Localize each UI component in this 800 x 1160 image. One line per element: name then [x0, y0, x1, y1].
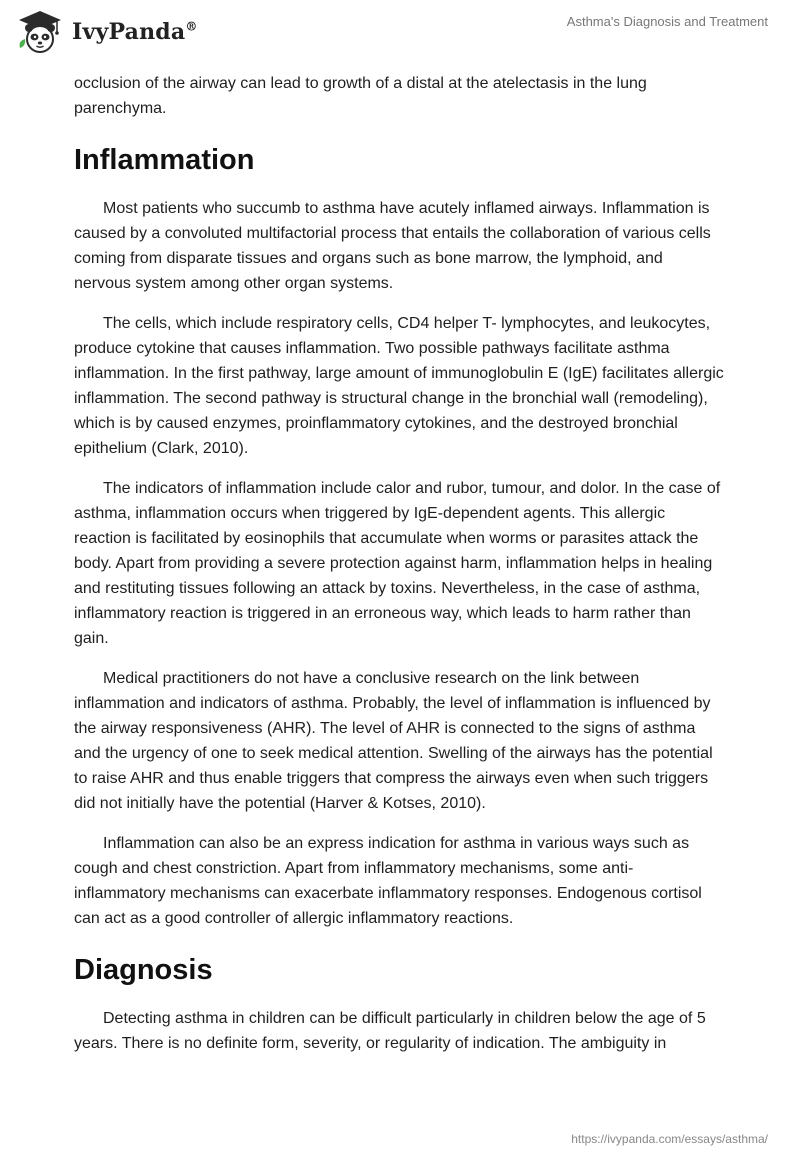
document-title: Asthma's Diagnosis and Treatment [566, 14, 768, 29]
source-url[interactable]: https://ivypanda.com/essays/asthma/ [571, 1132, 768, 1146]
paragraph: Inflammation can also be an express indication for asthma in various ways such as cough and chest constriction. Apart from inflammatory mechanisms, some anti-inflammatory mechanisms can exacerbate inflammatory responses. Endogenous cortisol can act as a good controller of allergic inflammatory reactions. [74, 835, 702, 927]
paragraph: The indicators of inflammation include calor and rubor, tumour, and dolor. In the case of asthma, inflammation occurs when triggered by IgE-dependent agents. This allergic reaction is facilitated by eosinophils that accumulate when worms or parasites attack the body. Apart from providing a severe protection against harm, inflammation helps in healing and restituting tissues following an attack by toxins. Nevertheless, in the case of asthma, inflammatory reaction is triggered in an erroneous way, which leads to harm rather than gain. [74, 480, 721, 647]
paragraph: Detecting asthma in children can be difficult particularly in children below the age of 5 years. There is no definite form, severity, or regularity of indication. The ambiguity in [74, 1010, 706, 1052]
paragraph: Most patients who succumb to asthma have acutely inflamed airways. Inflammation is caused by a convoluted multifactorial process that entails the collaboration of various cells coming from disparate tissues and organs such as bone marrow, the lymphoid, and nervous system among other organ systems. [74, 200, 711, 292]
registered-mark: ® [185, 19, 198, 34]
intro-paragraph: occlusion of the airway can lead to growth of a distal at the atelectasis in the lung parenchyma. [74, 75, 647, 117]
page-header [0, 0, 800, 70]
brand-logo[interactable] [16, 8, 198, 56]
panda-graduate-icon [16, 8, 64, 56]
section-heading-inflammation: Inflammation [74, 144, 255, 176]
paragraph: Medical practitioners do not have a conclusive research on the link between inflammation and indicators of asthma. Probably, the level of inflammation is influenced by the airway responsiveness (AHR). The level of AHR is connected to the signs of asthma and the urgency of one to seek medical attention. Swelling of the airways has the potential to raise AHR and thus enable triggers that compress the airways even when such triggers did not initially have the potential (Harver & Kotses, 2010). [74, 670, 713, 812]
section-heading-diagnosis: Diagnosis [74, 954, 213, 986]
essay-body [74, 71, 724, 1056]
paragraph: The cells, which include respiratory cells, CD4 helper T- lymphocytes, and leukocytes, produce cytokine that causes inflammation. Two possible pathways facilitate asthma inflammation. In the first pathway, large amount of immunoglobulin E (IgE) facilitates allergic inflammation. The second pathway is structural change in the bronchial wall (remodeling), which is by caused enzymes, proinflammatory cytokines, and the destroyed bronchial epithelium (Clark, 2010). [74, 315, 724, 457]
brand-name: IvyPanda® [72, 19, 198, 45]
